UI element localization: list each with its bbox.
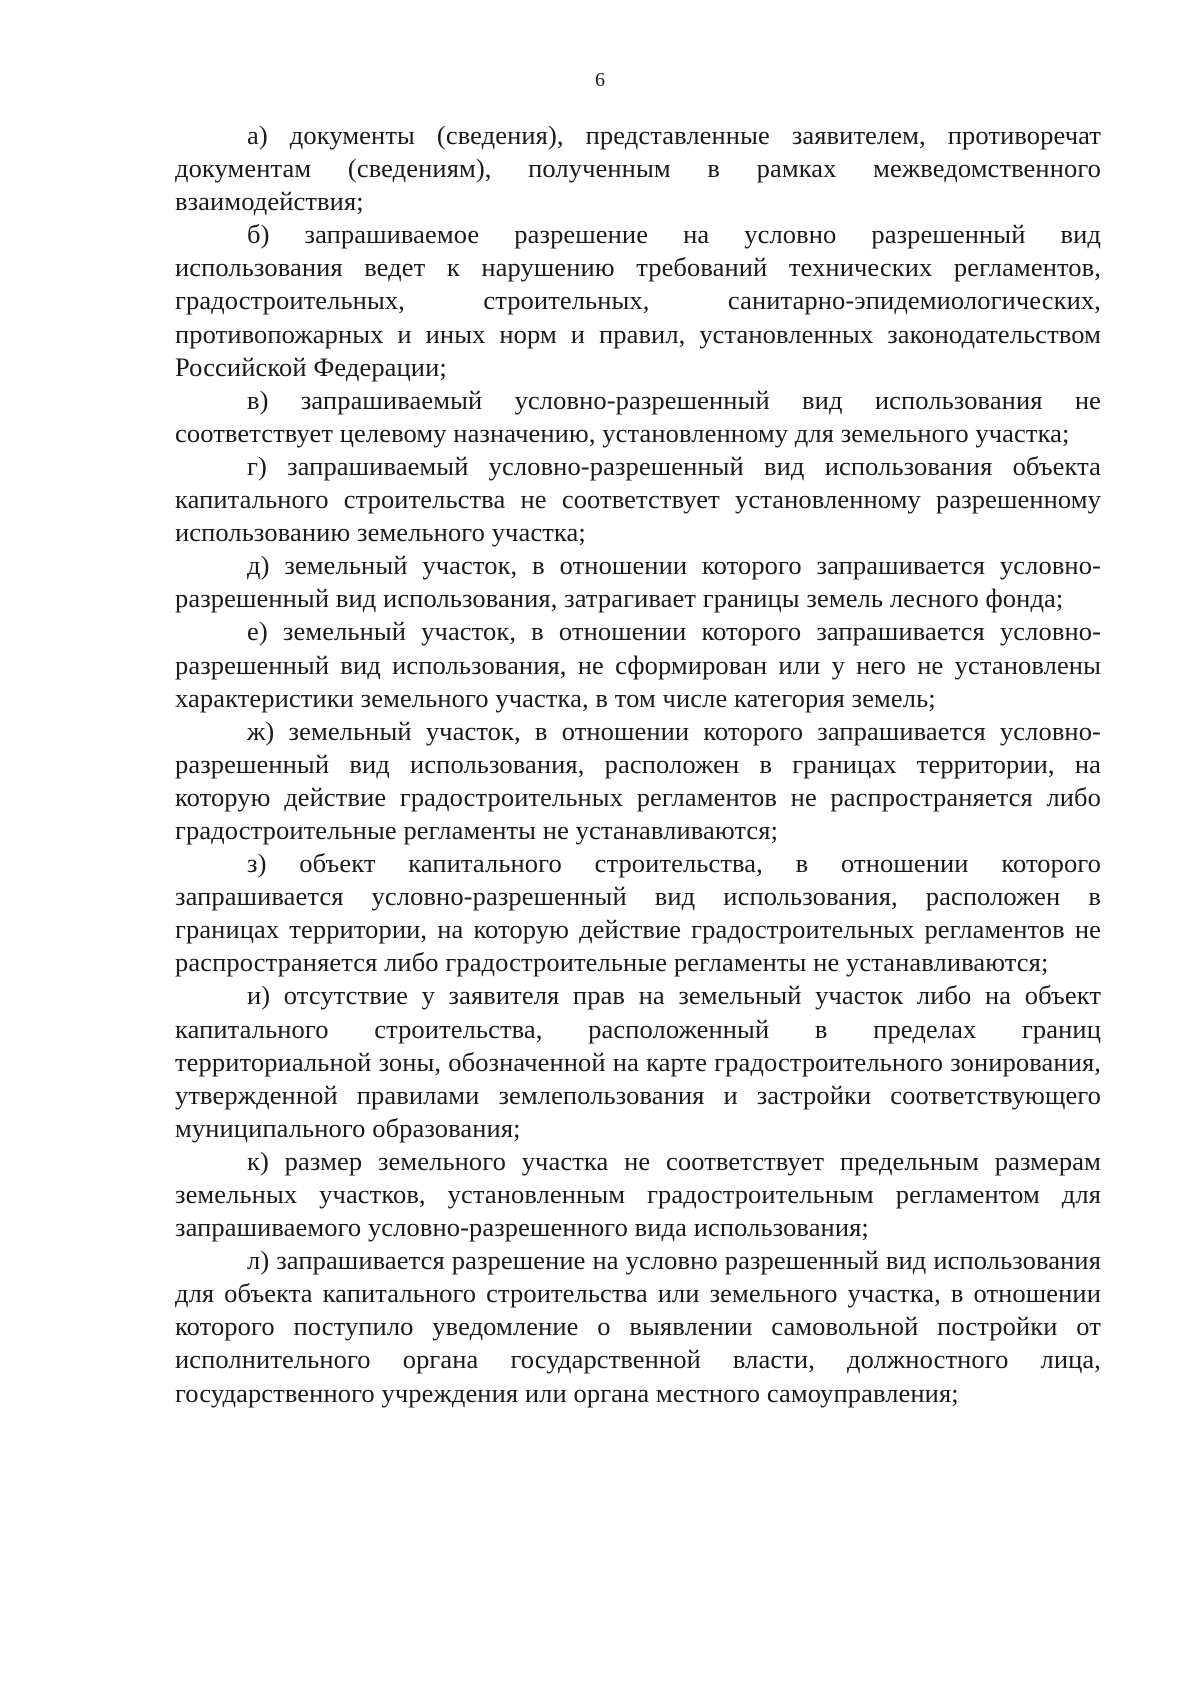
paragraph-v: в) запрашиваемый условно-разрешенный вид использования не соответствует целевому назначению, установленному для земельного участка; bbox=[175, 384, 1101, 448]
paragraph-k: к) размер земельного участка не соответствует предельным размерам земельных участков, установленным градостроительным регламентом для запрашиваемого условно-разрешенного вида использования; bbox=[175, 1145, 1101, 1243]
paragraph-zh: ж) земельный участок, в отношении которого запрашивается условно-разрешенный вид использования, расположен в границах территории, на которую действие градостроительных регламентов не распространяется либо градостроительные регламенты не устанавливаются; bbox=[175, 715, 1101, 845]
page-number: 6 bbox=[595, 69, 605, 91]
paragraph-z: з) объект капитального строительства, в отношении которого запрашивается условно-разрешенный вид использования, расположен в границах территории, на которую действие градостроительных регламентов не распространяется либо градостроительные регламенты не устанавливаются; bbox=[175, 848, 1101, 978]
paragraph-b: б) запрашиваемое разрешение на условно разрешенный вид использования ведет к нарушению требований технических регламентов, градостроительных, строительных, санитарно-эпидемиологических, противопожарных и иных норм и правил, установленных законодательством Российской Федерации; bbox=[175, 219, 1101, 382]
paragraph-e: е) земельный участок, в отношении которого запрашивается условно-разрешенный вид использования, не сформирован или у него не установлены характеристики земельного участка, в том числе категория земель; bbox=[175, 616, 1101, 713]
document-body bbox=[175, 119, 1101, 1410]
paragraph-i: и) отсутствие у заявителя прав на земельный участок либо на объект капитального строительства, расположенный в пределах границ территориальной зоны, обозначенной на карте градостроительного зонирования, утвержденной правилами землепользования и застройки соответствующего муниципального образования; bbox=[175, 980, 1101, 1143]
paragraph-a: а) документы (сведения), представленные заявителем, противоречат документам (сведениям), полученным в рамках межведомственного взаимодействия; bbox=[175, 120, 1101, 217]
paragraph-g: г) запрашиваемый условно-разрешенный вид использования объекта капитального строительства не соответствует установленному разрешенному использованию земельного участка; bbox=[175, 450, 1101, 548]
paragraph-l: л) запрашивается разрешение на условно разрешенный вид использования для объекта капитального строительства или земельного участка, в отношении которого поступило уведомление о выявлении самовольной постройки от исполнительного органа государственной власти, должностного лица, государственного учреждения или органа местного самоуправления; bbox=[175, 1245, 1101, 1408]
paragraph-d: д) земельный участок, в отношении которого запрашивается условно-разрешенный вид использования, затрагивает границы земель лесного фонда; bbox=[175, 550, 1101, 614]
